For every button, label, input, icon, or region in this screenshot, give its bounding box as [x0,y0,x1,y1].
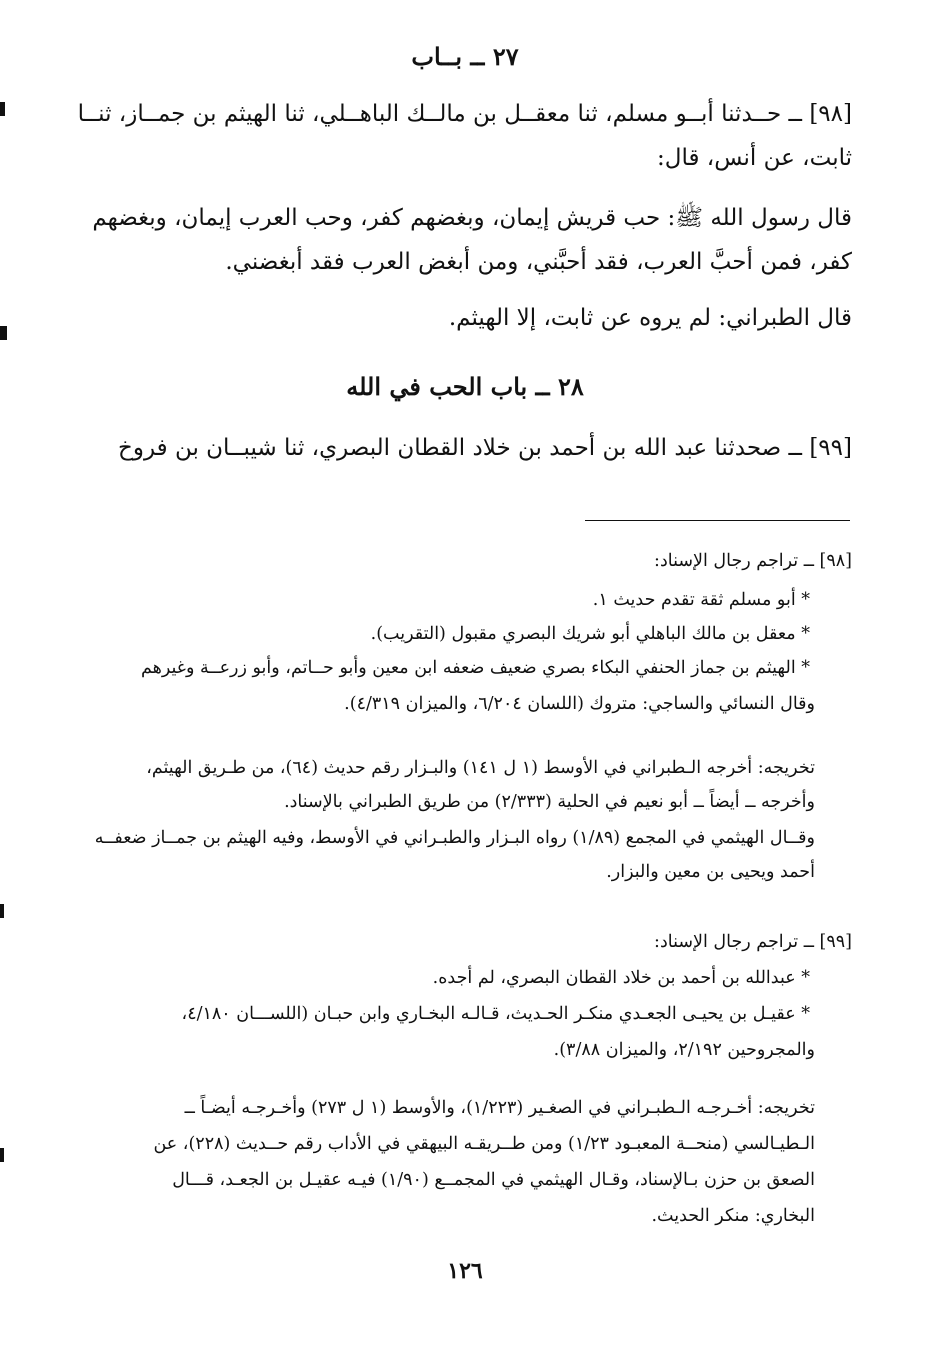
hadith-98-text-line-2: كفر، فمن أحبَّ العرب، فقد أحبَّني، ومن أبغض العرب فقد أبغضني. [225,249,852,275]
chapter-28-heading: ٢٨ ــ باب الحب في الله [346,372,584,401]
hadith-98-tabarani-note: قال الطبراني: لم يروه عن ثابت، إلا الهيثم. [448,305,852,331]
footnote-99-bullet-2-line-1: * عقيـل بن يحيـى الجعـدي منكـر الحـديث، قـالـه البخـاري وابن حبـان (اللســـان ٤/١٨٠، [181,1004,810,1024]
footnote-98-bullet-1: * أبو مسلم ثقة تقدم حديث ١. [592,590,810,610]
footnote-98-takhrij-line-2: وأخرجه ــ أيضاً ــ أبو نعيم في الحلية (٢/٣٣٣) من طريق الطبراني بالإسناد. [284,792,815,812]
footnote-98-takhrij-line-4: أحمد ويحيى بن معين والبزار. [606,862,815,882]
footnote-99-bullet-1: * عبدالله بن أحمد بن خلاد القطان البصري، لم أجده. [432,968,810,988]
scan-mark [0,102,5,116]
page-number: ١٢٦ [447,1258,483,1284]
footnote-99-takhrij-line-3: الصعق بن حزن بـالإسناد، وقـال الهيثمي في المجمــع (١/٩٠) فيـه عقيـل بن الجعـد، قـــال [172,1170,815,1190]
hadith-99-isnad-line-1: [٩٩] ــ صحدثنا عبد الله بن أحمد بن خلاد القطان البصري، ثنا شيبــان بن فروخ [118,435,852,461]
hadith-98-isnad-line-1: [٩٨] ــ حــدثنا أبــو مسلم، ثنا معقــل بن مالــك الباهــلي، ثنا الهيثم بن جمــاز، ثنــا [77,101,852,127]
footnote-98-takhrij-line-3: وقــال الهيثمي في المجمع (١/٨٩) رواه البـزار والطبـراني في الأوسط، وفيه الهيثم بن جمــاز ضعفــه [94,828,815,848]
footnote-98-takhrij-line-1: تخريجه: أخرجه الـطبراني في الأوسط (١ ل ١٤١) والبـزار رقم حديث (٦٤)، من طـريق الهيثم، [146,758,815,778]
hadith-98-isnad-line-2: ثابت، عن أنس، قال: [657,145,852,171]
footnote-98-bullet-3-line-1: * الهيثم بن جماز الحنفي البكاء بصري ضعيف ضعفه ابن معين وأبو حــاتم، وأبو زرعــة وغيرهم [141,658,810,678]
chapter-27-heading: ٢٧ ــ بــاب [411,42,519,71]
hadith-98-text-line-1: قال رسول الله ﷺ: حب قريش إيمان، وبغضهم كفر، وحب العرب إيمان، وبغضهم [92,205,852,231]
footnote-99-bullet-2-line-2: والمجروحين ٢/١٩٢، والميزان ٣/٨٨). [553,1040,815,1060]
footnote-99-takhrij-line-1: تخريجه: أخـرجـه الـطبـراني في الصغـير (١/٢٢٣)، والأوسط (١ ل ٢٧٣) وأخـرجـه أيضـاً ــ [184,1098,815,1118]
scan-mark [0,326,7,340]
footnote-99-header: [٩٩] ــ تراجم رجال الإسناد: [654,932,852,952]
footnote-98-bullet-3-line-2: وقال النسائي والساجي: متروك (اللسان ٦/٢٠٤، والميزان ٤/٣١٩). [344,694,815,714]
footnote-99-takhrij-line-2: الـطيـالسي (منحــة المعبـود ١/٢٣) ومن طــريقـه البيهقي في الأداب رقم حــديث (٢٢٨)، عن [153,1134,815,1154]
footnote-98-bullet-2: * معقل بن مالك الباهلي أبو شريك البصري مقبول (التقريب). [370,624,810,644]
footnote-99-takhrij-line-4: البخاري: منكر الحديث. [651,1206,815,1226]
scan-mark [0,904,4,918]
footnote-98-header: [٩٨] ــ تراجم رجال الإسناد: [654,551,852,571]
scan-mark [0,1148,4,1162]
footnote-separator [585,520,850,521]
